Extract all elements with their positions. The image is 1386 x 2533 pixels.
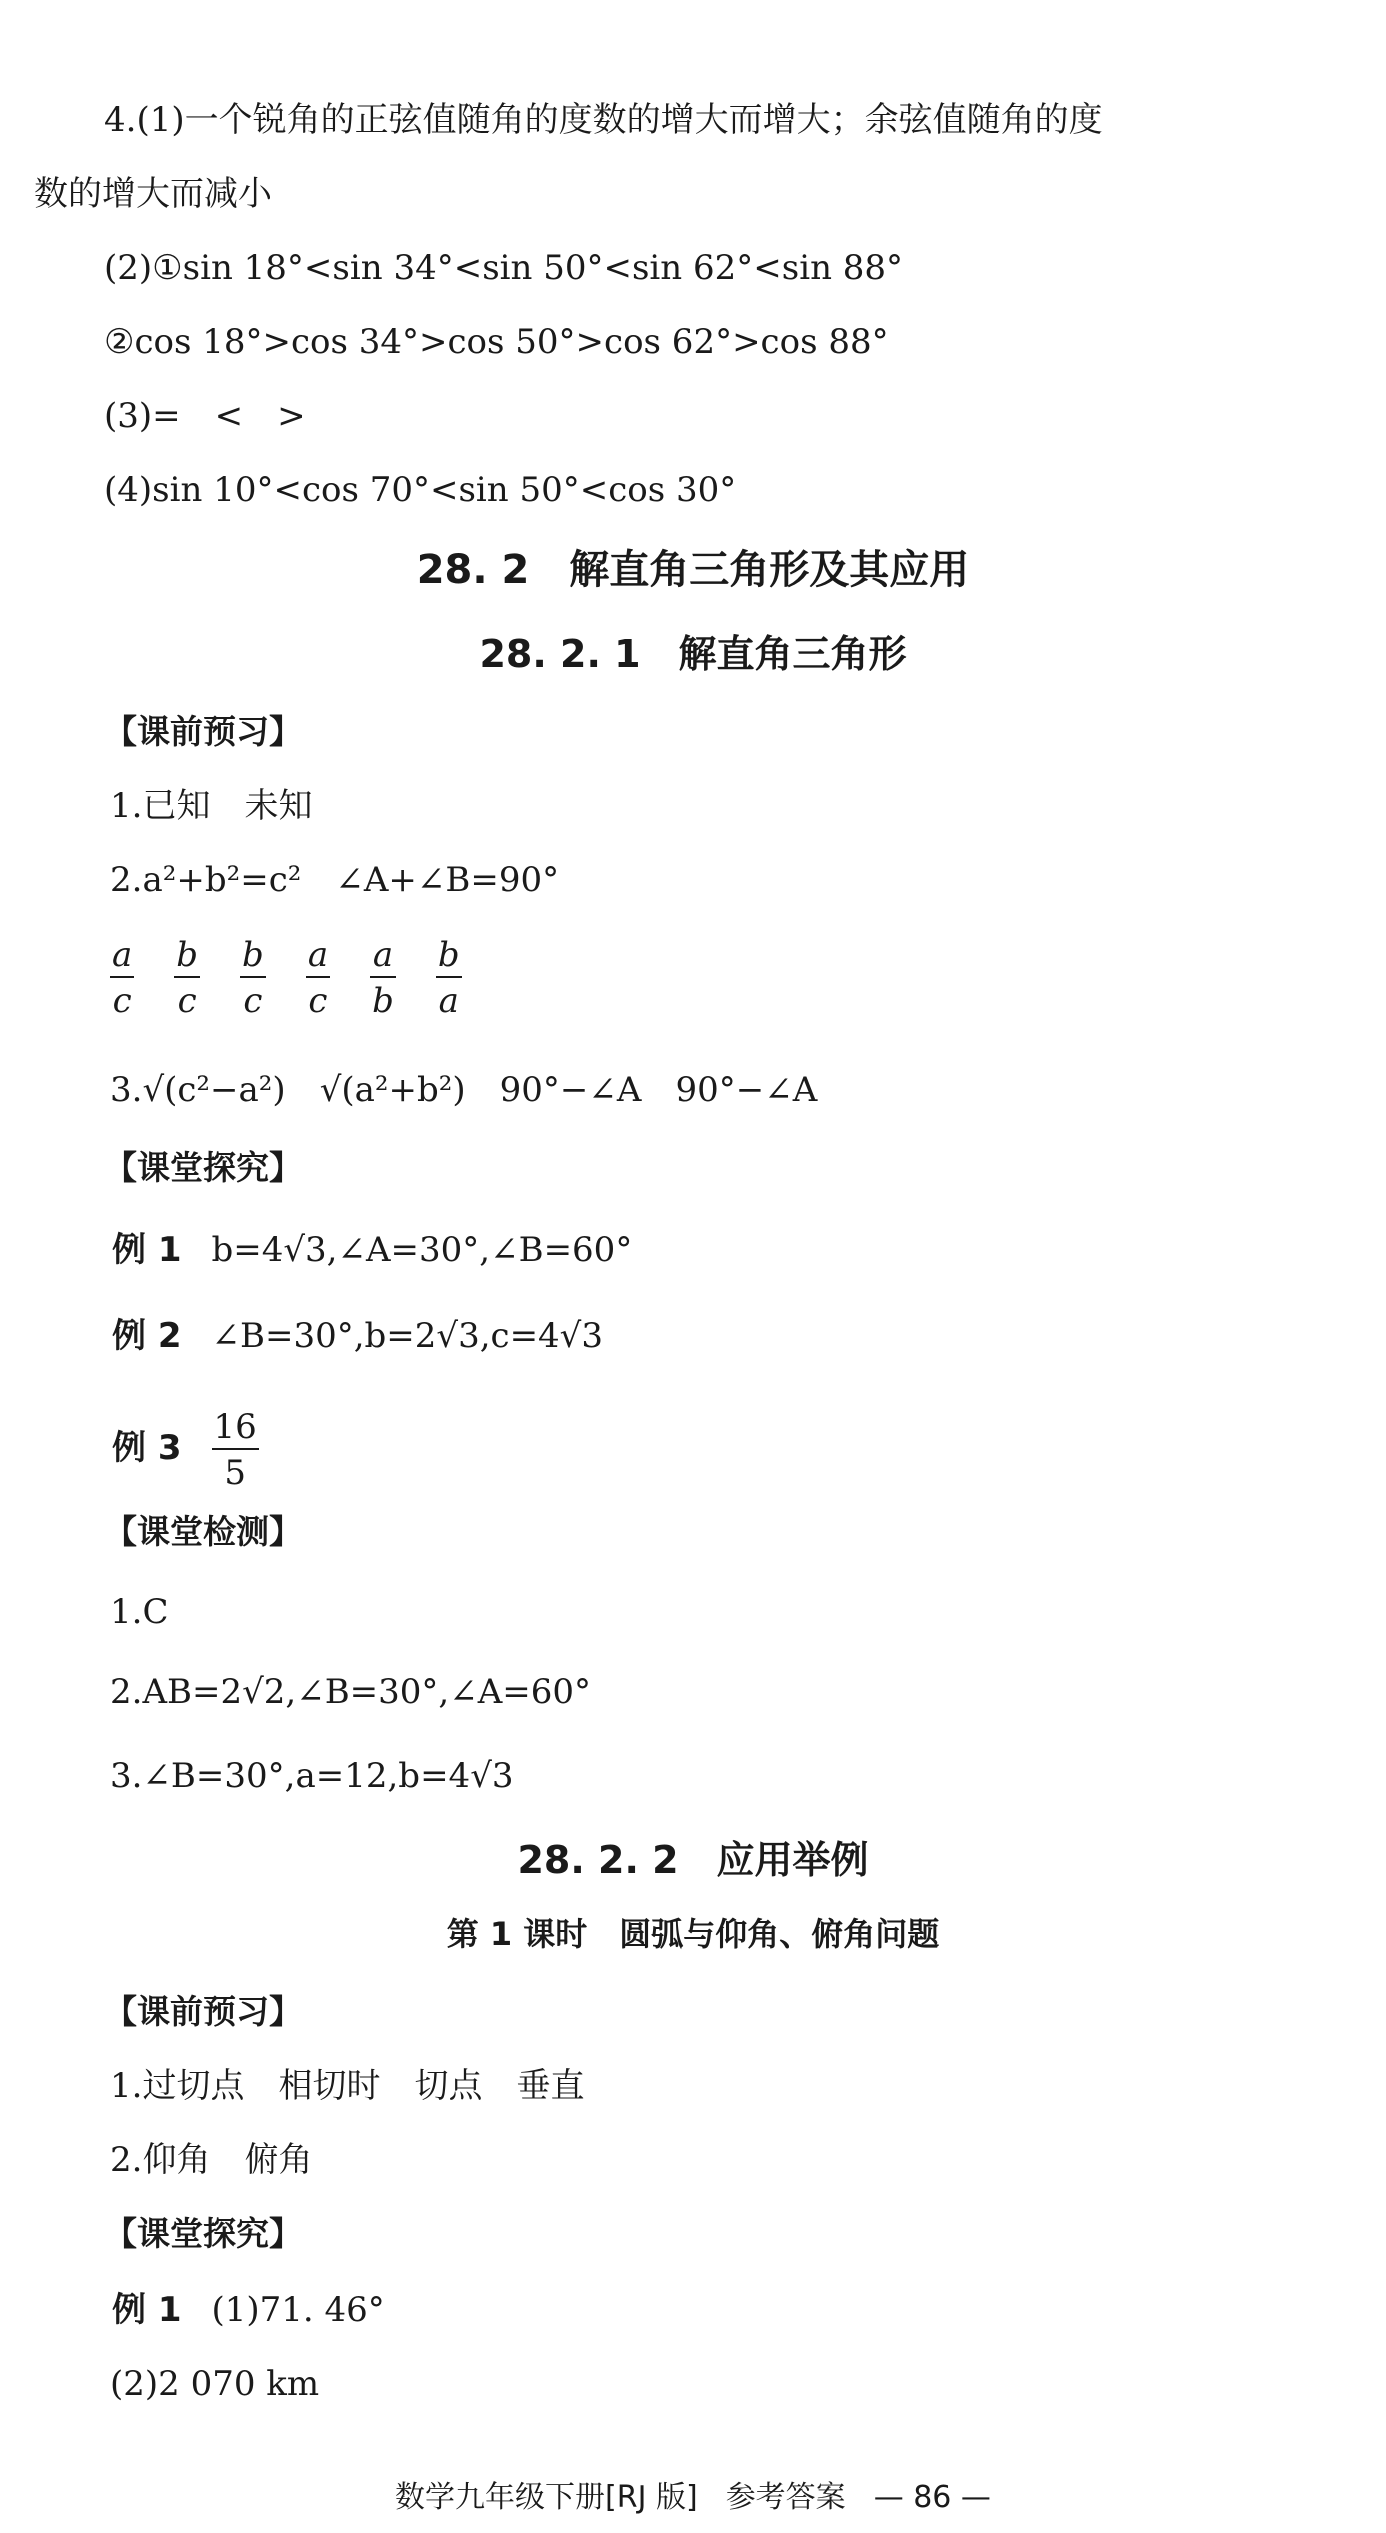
preview-2-item-2: 2.仰角 俯角 [110, 2140, 313, 2180]
preview-item-2: 2.a²+b²=c² ∠A+∠B=90° [110, 860, 560, 900]
example-1 [112, 1228, 632, 1272]
answer-4-2-sin: (2)①sin 18°<sin 34°<sin 50°<sin 62°<sin 88° [104, 248, 904, 288]
lesson-title: 第 1 课时 圆弧与仰角、俯角问题 [446, 1915, 940, 1953]
fraction-3: $\frac{b}{c}$ [242, 935, 264, 1021]
explore-heading: 【课堂探究】 [104, 1148, 302, 1187]
preview-item-3: 3.√(c²−a²) √(a²+b²) 90°−∠A 90°−∠A [110, 1070, 818, 1110]
preview-heading-2: 【课前预习】 [104, 1992, 302, 2031]
answer-4-1-continued: 数的增大而减小 [34, 174, 272, 214]
preview-heading: 【课前预习】 [104, 712, 302, 751]
example-2-answer: ∠B=30°,b=2√3,c=4√3 [211, 1316, 603, 1356]
example-3-fraction: $\frac{16}{5}$ [213, 1407, 257, 1493]
fraction-2: $\frac{b}{c}$ [176, 935, 199, 1021]
answer-4-2-cos: ②cos 18°>cos 34°>cos 50°>cos 62°>cos 88° [104, 322, 889, 362]
fraction-6: $\frac{b}{a}$ [437, 935, 460, 1021]
section-title-28-2: 28. 2 解直角三角形及其应用 [416, 547, 970, 593]
answer-4-4: (4)sin 10°<cos 70°<sin 50°<cos 30° [104, 470, 737, 510]
answer-4-3: (3)= < > [104, 396, 306, 436]
example-1-answer: b=4√3,∠A=30°,∠B=60° [211, 1230, 633, 1270]
footer-book: 数学九年级下册[RJ 版] [395, 2480, 698, 2515]
answer-4-1: 4.(1)一个锐角的正弦值随角的度数的增大而增大；余弦值随角的度 [104, 100, 1103, 140]
check-heading: 【课堂检测】 [104, 1512, 302, 1551]
fraction-4: $\frac{a}{c}$ [307, 935, 329, 1021]
trig-ratio-fractions [110, 935, 502, 1021]
check-item-2: 2.AB=2√2,∠B=30°,∠A=60° [110, 1672, 592, 1712]
section-title-28-2-2: 28. 2. 2 应用举例 [517, 1838, 869, 1882]
example-2 [112, 1314, 603, 1358]
example-3 [112, 1407, 259, 1493]
example-2-label: 例 2 [112, 1316, 182, 1356]
example-2-1 [112, 2288, 385, 2332]
fraction-1: $\frac{a}{c}$ [112, 935, 133, 1021]
preview-item-1: 1.已知 未知 [110, 786, 313, 826]
check-item-1: 1.C [110, 1592, 169, 1632]
example-1-label: 例 1 [112, 1230, 182, 1270]
check-item-3: 3.∠B=30°,a=12,b=4√3 [110, 1756, 514, 1796]
section-title-28-2-1: 28. 2. 1 解直角三角形 [479, 632, 907, 676]
page-footer [0, 2478, 1386, 2518]
example-3-label: 例 3 [112, 1428, 182, 1468]
preview-2-item-1: 1.过切点 相切时 切点 垂直 [110, 2066, 585, 2106]
fraction-5: $\frac{a}{b}$ [372, 935, 394, 1021]
example-2-1-part-2: (2)2 070 km [110, 2364, 320, 2404]
example-2-1-answer: (1)71. 46° [211, 2290, 385, 2330]
footer-page-number: — 86 — [873, 2480, 991, 2515]
example-2-1-label: 例 1 [112, 2290, 182, 2330]
footer-section: 参考答案 [725, 2480, 846, 2515]
explore-heading-2: 【课堂探究】 [104, 2214, 302, 2253]
